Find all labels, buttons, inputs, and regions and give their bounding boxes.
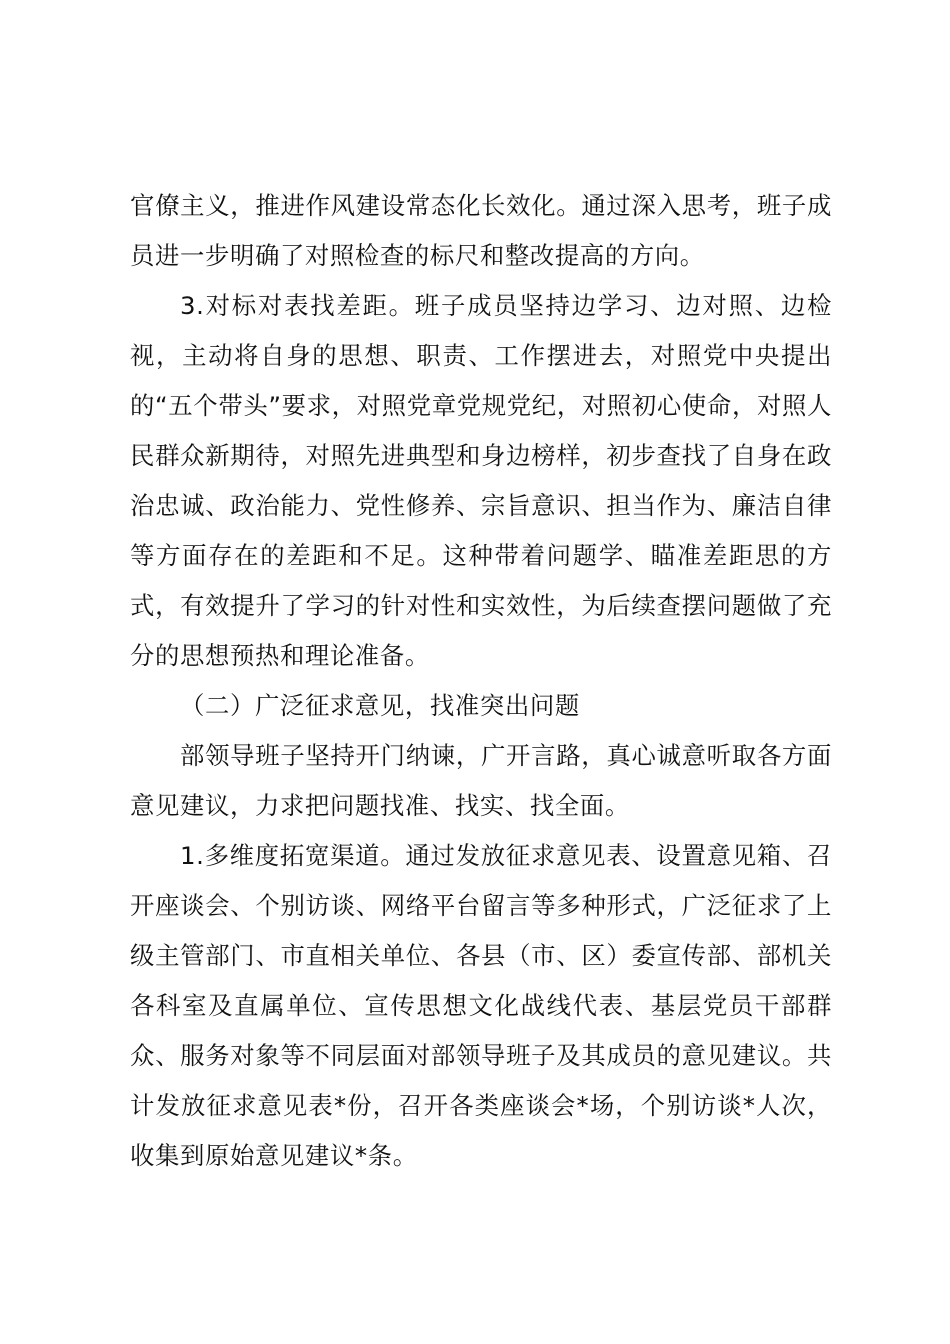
paragraph-open-door: 部领导班子坚持开门纳谏，广开言路，真心诚意听取各方面意见建议，力求把问题找准、找实、找全面。	[130, 741, 832, 820]
paragraph-continuation: 官僚主义，推进作风建设常态化长效化。通过深入思考，班子成员进一步明确了对照检查的标尺和整改提高的方向。	[130, 191, 832, 270]
section-heading-solicit-opinions: （二）广泛征求意见，找准突出问题	[180, 691, 580, 720]
paragraph-benchmark-gaps: 3.对标对表找差距。班子成员坚持边学习、边对照、边检视，主动将自身的思想、职责、工作摆进去，对照党中央提出的“五个带头”要求，对照党章党规党纪，对照初心使命，对照人民群众新期待，对照先进典型和身边榜样，初步查找了自身在政治忠诚、政治能力、党性修养、宗旨意识、担当作为、廉洁自律等方面存在的差距和不足。这种带着问题学、瞄准差距思的方式，有效提升了学习的针对性和实效性，为后续查摆问题做了充分的思想预热和理论准备。	[130, 291, 832, 670]
document-page	[130, 181, 832, 1181]
paragraph-multi-channel: 1.多维度拓宽渠道。通过发放征求意见表、设置意见箱、召开座谈会、个别访谈、网络平台留言等多种形式，广泛征求了上级主管部门、市直相关单位、各县（市、区）委宣传部、部机关各科室及直属单位、宣传思想文化战线代表、基层党员干部群众、服务对象等不同层面对部领导班子及其成员的意见建议。共计发放征求意见表*份，召开各类座谈会*场，个别访谈*人次，收集到原始意见建议*条。	[130, 841, 832, 1170]
